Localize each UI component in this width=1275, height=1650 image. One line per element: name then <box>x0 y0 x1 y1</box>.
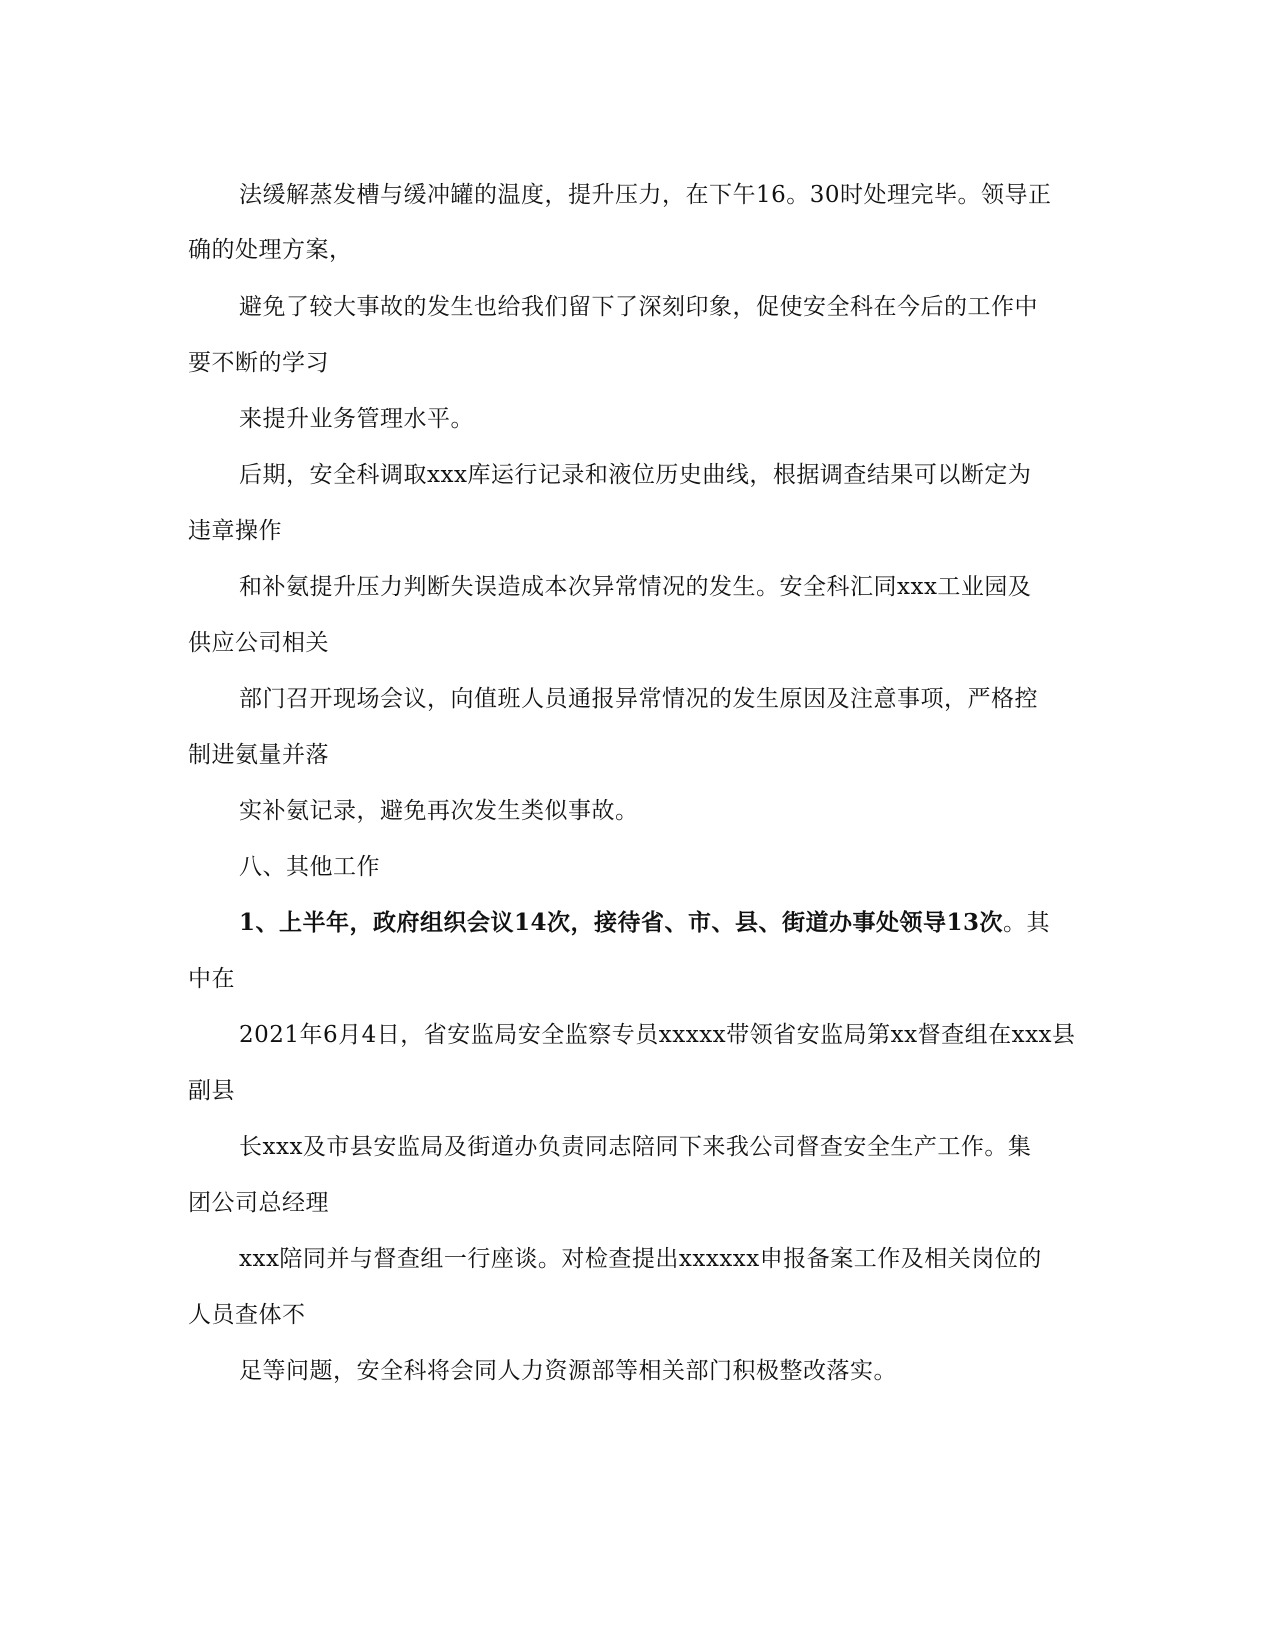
text-line: xxx陪同并与督查组一行座谈。对检查提出xxxxxx申报备案工作及相关岗位的 <box>239 1246 1042 1272</box>
text-line: 人员查体不 <box>188 1302 306 1328</box>
text-line: 中在 <box>188 966 235 992</box>
text-line: 长xxx及市县安监局及街道办负责同志陪同下来我公司督查安全生产工作。集 <box>239 1134 1032 1160</box>
text-line: 2021年6月4日，省安监局安全监察专员xxxxx带领省安监局第xx督查组在xxx县 <box>239 1022 1076 1048</box>
text-line: 制进氨量并落 <box>188 742 329 768</box>
text-line: 违章操作 <box>188 518 282 544</box>
text-line: 足等问题，安全科将会同人力资源部等相关部门积极整改落实。 <box>239 1358 897 1384</box>
text-line: 要不断的学习 <box>188 350 329 376</box>
text-line: 避免了较大事故的发生也给我们留下了深刻印象，促使安全科在今后的工作中 <box>239 294 1038 320</box>
text-line: 和补氨提升压力判断失误造成本次异常情况的发生。安全科汇同xxx工业园及 <box>239 574 1032 600</box>
section-heading: 八、其他工作 <box>239 854 380 880</box>
text-line: 供应公司相关 <box>188 630 329 656</box>
text-line: 来提升业务管理水平。 <box>239 406 474 432</box>
text-span: 。其 <box>1003 910 1051 936</box>
text-line: 实补氨记录，避免再次发生类似事故。 <box>239 798 639 824</box>
text-line: 部门召开现场会议，向值班人员通报异常情况的发生原因及注意事项，严格控 <box>239 686 1038 712</box>
bold-text: 1、上半年，政府组织会议14次，接待省、市、县、街道办事处领导13次 <box>239 909 1004 936</box>
text-line <box>239 908 1050 938</box>
text-line: 法缓解蒸发槽与缓冲罐的温度，提升压力，在下午16。30时处理完毕。领导正 <box>239 182 1052 208</box>
text-line: 确的处理方案， <box>188 237 353 263</box>
text-line: 副县 <box>188 1078 235 1104</box>
text-line: 团公司总经理 <box>188 1190 329 1216</box>
text-line: 后期，安全科调取xxx库运行记录和液位历史曲线，根据调查结果可以断定为 <box>239 462 1032 488</box>
